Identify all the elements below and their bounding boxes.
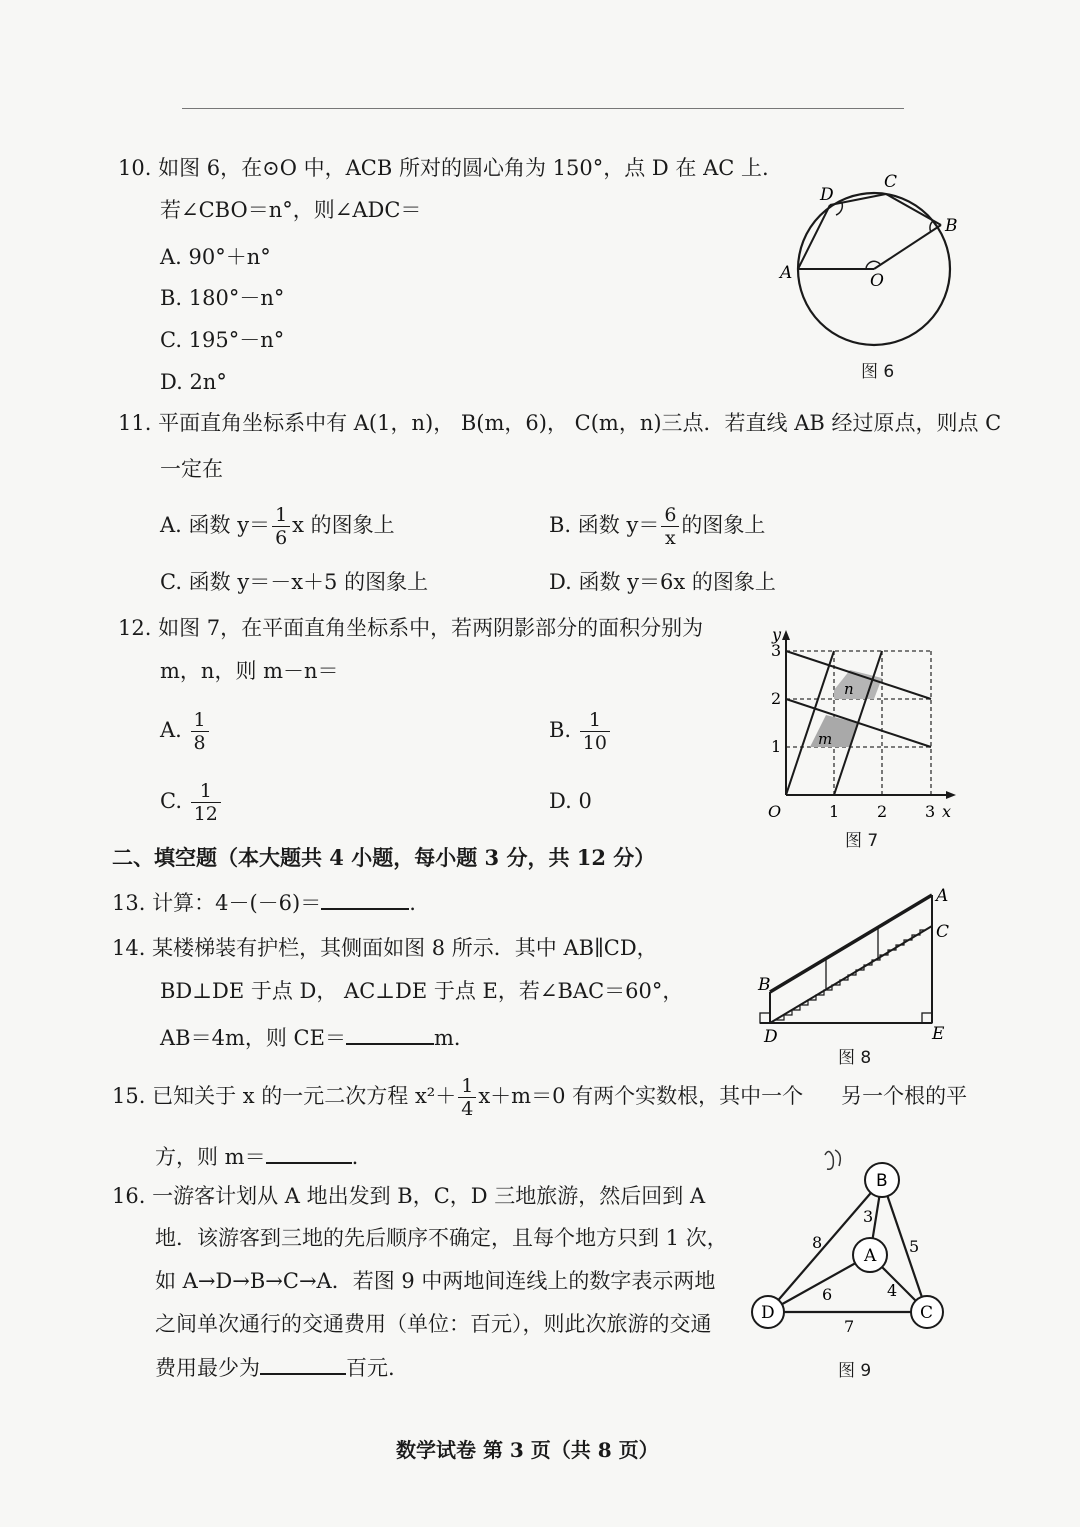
q16-unit: 百元. [346,1356,395,1380]
axis-label-y: y [772,625,782,644]
q12-line1 [118,614,703,642]
q10-option-b: B. 180°－n° [160,286,285,310]
q15-answer-blank[interactable] [266,1142,352,1164]
fraction-numerator: 6 [661,504,679,527]
q14-number: 14. [112,936,146,960]
node-c: C [920,1303,934,1323]
q16-line3: 如 A→D→B→C→A．若图 9 中两地间连线上的数字表示两地 [155,1269,716,1293]
q14-line1 [112,934,658,962]
label-e: E [932,1024,945,1044]
q15-fraction [458,1075,476,1120]
q10-number: 10. [118,156,152,180]
node-a: A [864,1246,877,1266]
fraction-numerator: 1 [458,1075,476,1098]
q15-line2-text: 方，则 m＝ [155,1145,266,1169]
q14-answer-blank[interactable] [346,1023,434,1045]
q13-answer-blank[interactable] [321,888,409,910]
region-label-m: m [818,730,833,748]
label-d: D [820,185,834,205]
q11-line1 [118,409,1001,437]
label-a: A [780,263,793,283]
q12-option-b-fraction [580,709,610,754]
cost-ab: 3 [863,1207,874,1226]
q16-line5 [155,1353,395,1382]
q16-answer-blank[interactable] [260,1353,346,1375]
segment-cb [886,194,941,225]
figure-9-graph [745,1140,960,1345]
right-angle-e [922,1013,932,1023]
q13-stem: 计算：4－(－6)＝ [152,891,322,915]
figure-8-caption: 图 8 [838,1048,872,1068]
q12-option-d: D. 0 [549,789,592,813]
q14-line3-text: AB＝4m，则 CE＝ [160,1026,346,1050]
segment-ab [770,895,932,992]
q11-option-a-text: A. 函数 y＝ [160,513,271,537]
fraction-denominator: 12 [193,803,218,825]
angle-adc-mark [836,203,842,215]
q10-stem: 如图 6，在⊙O 中，ACB 所对的圆心角为 150°，点 D 在 AC 上. [158,156,769,180]
q16-number: 16. [112,1184,146,1208]
page-footer: 数学试卷 第 3 页（共 8 页） [396,1438,659,1462]
q15-line2 [155,1142,358,1171]
q10-option-d: D. 2n° [160,370,227,394]
q15-stem-end: 另一个根的平 [841,1084,968,1108]
handwritten-mark [825,1150,840,1169]
y-tick-2: 2 [771,689,782,708]
fraction-denominator: 6 [275,527,288,549]
label-o: O [870,271,884,291]
q14-stem: 某楼梯装有护栏，其侧面如图 8 所示．其中 AB∥CD， [152,936,658,960]
label-c: C [884,172,898,192]
q13-line [112,888,416,917]
q12-option-c-fraction [191,780,221,825]
label-c: C [936,922,950,942]
q11-option-b-fraction [661,504,679,549]
q12-number: 12. [118,616,152,640]
q12-option-b [549,705,612,755]
q10-line1 [118,154,769,182]
q10-option-c: C. 195°－n° [160,328,285,352]
label-a: A [936,886,949,906]
fraction-numerator: 1 [272,504,290,527]
q12-option-c-label: C. [160,789,182,813]
figure-9-caption: 图 9 [838,1361,872,1381]
top-rule [182,108,904,109]
q14-line3 [160,1023,475,1052]
q13-period: . [409,891,416,915]
q14-line2: BD⊥DE 于点 D， AC⊥DE 于点 E，若∠BAC＝60°， [160,979,684,1003]
q12-line2: m，n，则 m－n＝ [160,659,339,683]
q10-line2: 若∠CBO＝n°，则∠ADC＝ [160,198,422,222]
q14-unit: m． [433,1026,475,1050]
q16-line4: 之间单次通行的交通费用（单位：百元），则此次旅游的交通 [155,1312,712,1336]
q11-stem: 平面直角坐标系中有 A(1，n)， B(m，6)， C(m，n)三点．若直线 AB 经过原点，则点 C [158,411,1002,435]
origin-label: O [768,802,782,821]
region-label-n: n [844,680,854,698]
right-angle-d [760,1013,770,1023]
q11-option-b-tail: 的图象上 [681,513,766,537]
y-tick-1: 1 [771,737,782,756]
axis-label-x: x [942,802,952,821]
q15-stem-middle: x＋m＝0 有两个实数根，其中一个 [478,1084,804,1108]
node-d: D [761,1303,775,1323]
q16-line2: 地．该游客到三地的先后顺序不确定，且每个地方只到 1 次， [155,1226,728,1250]
y-axis-arrow [782,630,790,640]
q15-line1 [112,1071,967,1121]
q11-option-d: D. 函数 y＝6x 的图象上 [549,570,776,594]
fraction-denominator: 10 [582,732,607,754]
x-tick-1: 1 [829,802,840,821]
q11-option-b-text: B. 函数 y＝ [549,513,660,537]
x-tick-2: 2 [877,802,888,821]
y-tick-3: 3 [771,641,782,660]
q11-option-b [549,500,765,550]
q15-period: . [351,1145,359,1169]
q12-option-a-fraction [191,709,209,754]
figure-8-stairs [752,882,962,1052]
q11-option-c: C. 函数 y＝－x＋5 的图象上 [160,570,429,594]
q11-line2: 一定在 [160,457,223,481]
figure-6-caption: 图 6 [861,362,895,382]
x-tick-3: 3 [925,802,936,821]
q12-stem: 如图 7，在平面直角坐标系中，若两阴影部分的面积分别为 [158,616,704,640]
q15-stem-start: 已知关于 x 的一元二次方程 x²＋ [152,1084,457,1108]
angle-aob-mark [866,261,880,269]
cost-bc: 5 [909,1237,920,1256]
q11-option-a-tail: x 的图象上 [292,513,395,537]
q13-number: 13. [112,891,146,915]
q12-option-a-label: A. [160,718,182,742]
q16-line1 [112,1182,705,1210]
label-b: B [945,216,958,236]
q11-number: 11. [118,411,152,435]
label-d: D [764,1027,778,1047]
figure-7-grid [760,620,970,825]
cost-dc: 7 [844,1317,855,1336]
q12-option-b-label: B. [549,718,572,742]
q16-stem: 一游客计划从 A 地出发到 B，C，D 三地旅游，然后回到 A [152,1184,706,1208]
q12-option-c [160,776,223,826]
cost-bd: 8 [812,1233,823,1252]
label-b: B [758,975,771,995]
fraction-denominator: 4 [461,1098,474,1120]
fraction-numerator: 1 [580,709,610,732]
node-b: B [876,1171,888,1191]
figure-7-caption: 图 7 [845,831,879,851]
q11-option-a [160,500,395,550]
fraction-denominator: x [665,527,676,549]
x-axis-arrow [946,791,956,799]
fraction-numerator: 1 [191,709,209,732]
section-2-heading: 二、填空题（本大题共 4 小题，每小题 3 分，共 12 分） [112,845,656,870]
q11-option-a-fraction [272,504,290,549]
q15-number: 15. [112,1084,146,1108]
q12-option-a [160,705,211,755]
cost-ad: 6 [822,1285,833,1304]
segment-ad [798,205,830,269]
q10-option-a: A. 90°＋n° [160,245,271,269]
fraction-denominator: 8 [193,732,206,754]
fraction-numerator: 1 [191,780,221,803]
figure-6-circle [770,165,970,385]
cost-ac: 4 [887,1281,898,1300]
q16-line5-text: 费用最少为 [155,1356,260,1380]
